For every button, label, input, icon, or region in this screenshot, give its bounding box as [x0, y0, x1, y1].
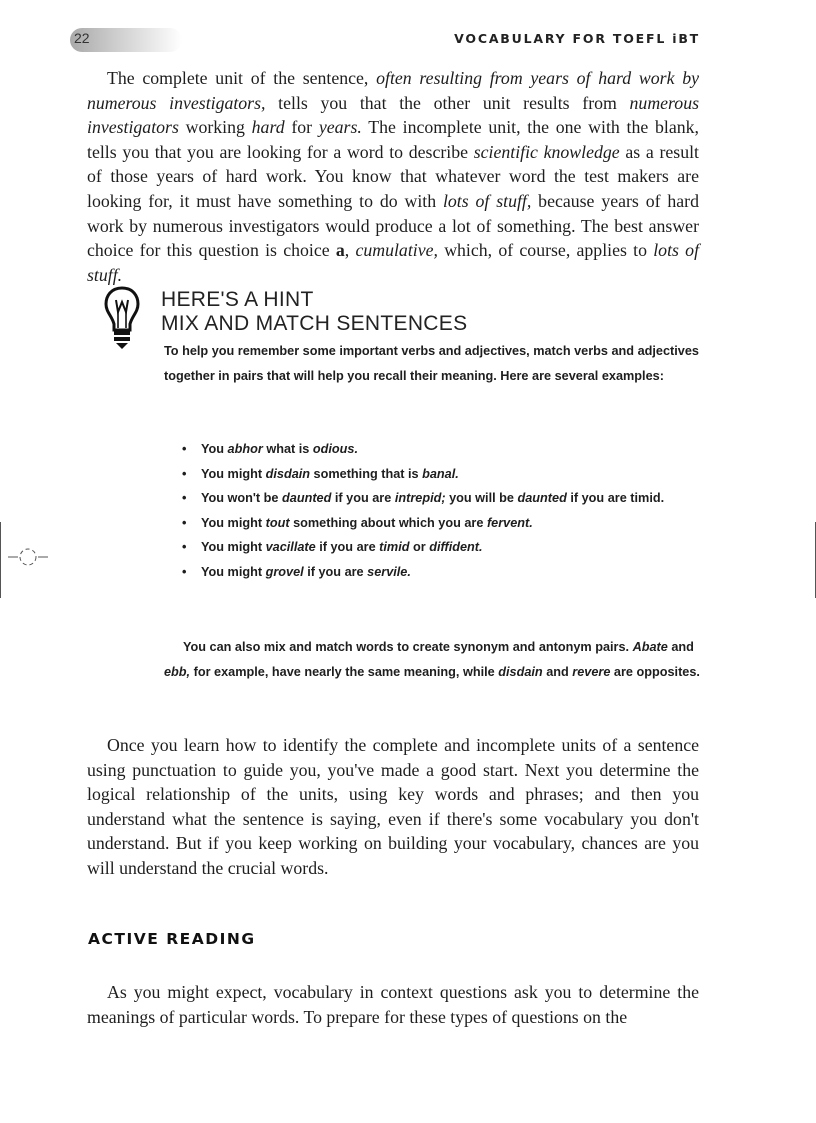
hint-intro: To help you remember some important verbs and adjectives, match verbs and adjectives together in pairs that will help you recall their meaning. Here are several examples: [164, 344, 699, 383]
italic-phrase: cumulative, [355, 240, 438, 261]
text-run: tells you that the other unit results from [265, 92, 630, 113]
paragraph-active-reading: As you might expect, vocabulary in context questions ask you to determine the meanings of particular words. To prepare for these types of questions on the [87, 982, 699, 1027]
italic-phrase: numerous investigators [87, 92, 700, 138]
registration-mark-icon [8, 546, 48, 568]
text-run: The incomplete unit, the one with the blank, tells you that you are looking for a word to describe [87, 117, 699, 162]
hint-title [161, 288, 467, 336]
text-run: which, of course, applies to [437, 240, 654, 261]
hint-example-item: • You won't be daunted if you are intrepid; you will be daunted if you are timid. [182, 486, 700, 511]
hint-title-line2: MIX AND MATCH SENTENCES [161, 312, 468, 335]
page-number-badge [70, 28, 182, 52]
section-heading-active-reading: ACTIVE READING [88, 930, 256, 948]
italic-phrase: often resulting from years of hard work by numerous investigators, [87, 68, 699, 113]
hint-example-item: • You might tout something about which you are fervent. [182, 511, 700, 536]
crop-mark-left [0, 522, 1, 598]
hint-closing: You can also mix and match words to create synonym and antonym pairs. Abate and ebb, for example, have nearly the same meaning, while disdain and revere are opposites. [164, 640, 700, 679]
italic-phrase: scientific knowledge [473, 141, 620, 162]
page-number: 22 [74, 30, 90, 46]
running-head: VOCABULARY FOR TOEFL iBT [454, 31, 700, 46]
text-run: because years of hard work by numerous investigators would produce a lot of something. The best answer choice for this question is choice [87, 190, 699, 261]
hint-title-line1: HERE'S A HINT [161, 288, 314, 311]
hint-example-item: • You might grovel if you are servile. [182, 560, 700, 585]
hint-example-item: • You abhor what is odious. [182, 437, 700, 462]
hint-example-item: • You might disdain something that is banal. [182, 462, 700, 487]
paragraph-complete-unit [87, 66, 699, 287]
text-run: as a result of those years of hard work. You know that whatever word the test makers are looking for, it must have something to do with [87, 141, 699, 211]
italic-phrase: lots of stuff, [442, 190, 532, 211]
hint-examples-list [182, 437, 700, 585]
paragraph-summary: Once you learn how to identify the complete and incomplete units of a sentence using punctuation to guide you, you've made a good start. Next you determine the logical relationship of the units, using key words and phrases; and then you understand what the sentence is saying, even if there's some vocabulary you don't understand. But if you keep working on building your vocabulary, chances are you will understand the crucial words. [87, 735, 699, 878]
italic-phrase: lots of stuff. [87, 240, 700, 285]
italic-phrase: years. [318, 117, 362, 138]
text-run: working [178, 117, 252, 138]
text-run: The complete unit of the sentence, [107, 68, 377, 88]
text-run: , [344, 240, 356, 261]
text-run: for [284, 117, 319, 138]
lightbulb-icon [104, 286, 140, 350]
bold-choice-letter: a [335, 240, 345, 261]
hint-example-item: • You might vacillate if you are timid or diffident. [182, 535, 700, 560]
italic-phrase: hard [251, 117, 285, 138]
